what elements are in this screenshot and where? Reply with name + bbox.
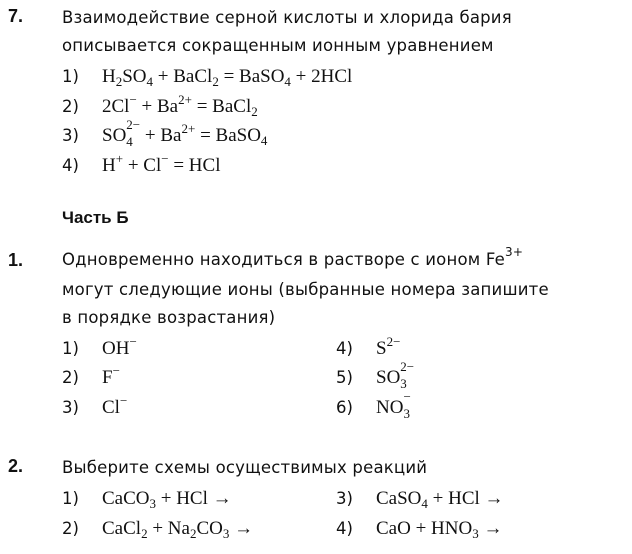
question-1-text-line-3: в порядке возрастания) [62,308,276,327]
q7-option-1-formula: $H_2SO_4$ + BaCl$_2$ = BaSO$_4$ + 2HCl [102,66,353,89]
option-number: 6) [336,398,353,417]
question-2-number: 2. [8,456,24,476]
q1-option-6 [336,389,417,421]
option-number: 4) [62,156,79,175]
q1-option-5-formula: SO 2− 3 [376,359,415,391]
q7-option-4 [62,151,221,177]
question-1-text-line-2: могут следующие ионы (выбранные номера запишите [62,280,549,299]
option-number: 4) [336,519,353,538]
q2-option-1-formula: CaCO$_3$ + HCl → [102,488,232,511]
q2-option-1 [62,488,232,510]
q1-option-4-formula: $S^{2-}$ [376,334,401,359]
option-number: 3) [62,126,79,145]
q7-option-4-formula: H+ + Cl− = HCl [102,151,221,176]
q1-option-2-formula: F− [102,363,120,388]
option-number: 1) [62,67,79,86]
q1-option-4 [336,334,401,360]
option-number: 3) [62,398,79,417]
part-b-heading: Часть Б [62,208,129,227]
q2-option-2-formula: CaCl$_2$ + $Na_2CO_3$ → [102,518,254,541]
q2-option-4-formula: CaO + $HNO_3$ → [376,518,503,541]
q2-option-3-formula: CaSO$_4$ + HCl → [376,488,504,511]
q1-option-1 [62,334,137,360]
q2-option-2 [62,518,253,540]
question-7-text-line-1: Взаимодействие серной кислоты и хлорида бария [62,8,512,27]
q7-option-2-formula: $2Cl^- + Ba^{2+}$ = BaCl$_2$ [102,92,258,119]
option-number: 2) [62,519,79,538]
q7-option-2 [62,92,258,119]
q1-option-2 [62,363,120,389]
question-1-number: 1. [8,250,24,270]
q1-option-3 [62,393,128,419]
option-number: 2) [62,368,79,387]
q7-option-3-formula: SO 2− 4 + $Ba^{2+}$ = BaSO$_4$ [102,117,268,149]
question-1-text-line-1: Одновременно находиться в растворе с ионом $Fe^{3+}$ [62,245,524,269]
question-2-text-line-1: Выберите схемы осуществимых реакций [62,458,428,477]
option-number: 1) [62,489,79,508]
q1-option-1-formula: OH− [102,334,137,359]
q7-option-3 [62,117,268,149]
option-number: 3) [336,489,353,508]
q1-option-6-formula: NO − 3 [376,389,411,421]
option-number: 1) [62,339,79,358]
q7-option-1 [62,66,352,88]
question-7-text-line-2: описывается сокращенным ионным уравнением [62,36,494,55]
q2-option-4 [336,518,502,540]
q1-option-3-formula: Cl− [102,393,128,418]
q1-option-5 [336,359,415,391]
question-7-number: 7. [8,6,24,26]
q2-option-3 [336,488,504,510]
option-number: 4) [336,339,353,358]
option-number: 5) [336,368,353,387]
option-number: 2) [62,97,79,116]
